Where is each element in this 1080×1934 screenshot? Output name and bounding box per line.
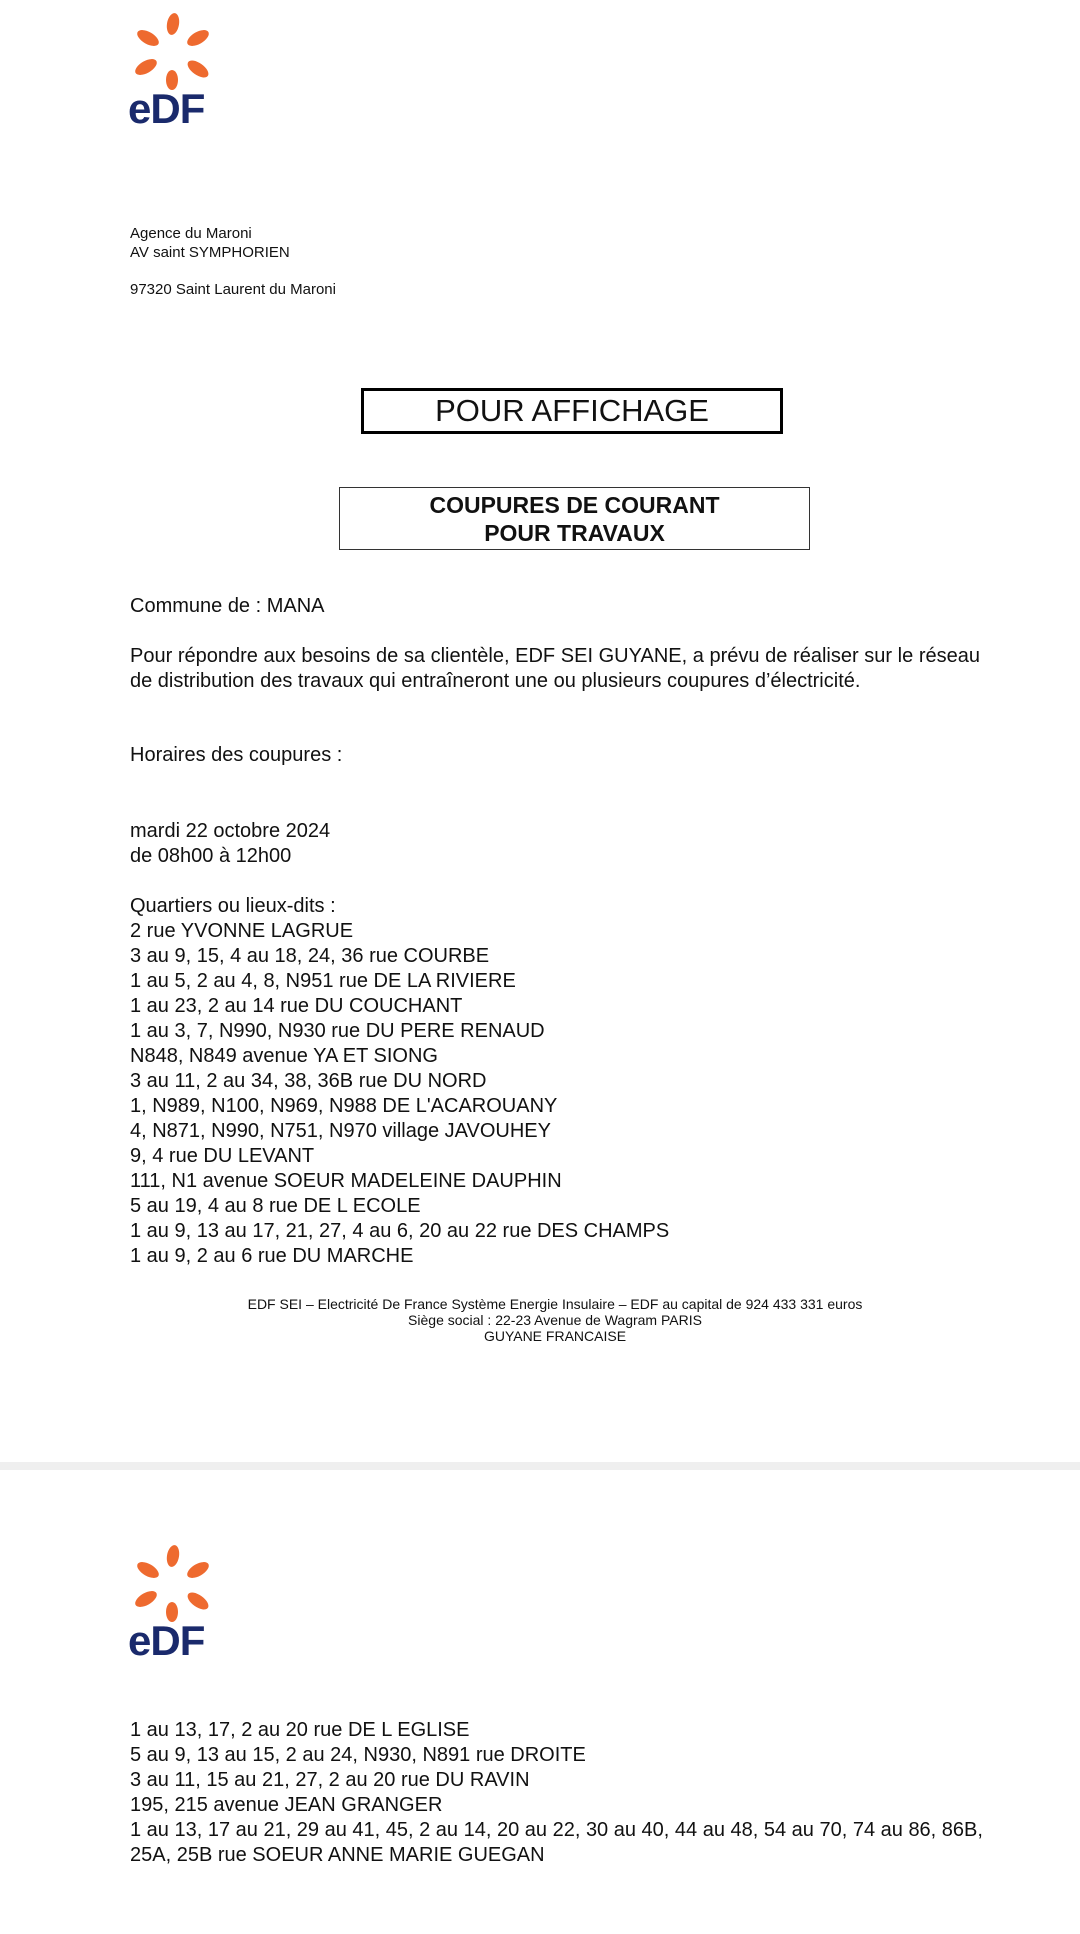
- list-item: 1 au 13, 17 au 21, 29 au 41, 45, 2 au 14, 20 au 22, 30 au 40, 44 au 48, 54 au 70, 74 au 86, 86B, 25A, 25B rue SOEUR ANNE MARIE GUEGAN: [130, 1819, 983, 1866]
- address-line-2: AV saint SYMPHORIEN: [130, 244, 290, 261]
- list-item: 3 au 11, 15 au 21, 27, 2 au 20 rue DU RAVIN: [130, 1769, 530, 1791]
- subtitle-line-1: COUPURES DE COURANT: [429, 491, 720, 518]
- footer-line-3: GUYANE FRANCAISE: [483, 1328, 627, 1344]
- schedule-time: de 08h00 à 12h00: [130, 845, 292, 867]
- edf-sun-icon: [128, 1544, 218, 1624]
- list-item: 1 au 5, 2 au 4, 8, N951 rue DE LA RIVIERE: [130, 970, 516, 992]
- edf-logo-text: eDF: [128, 1617, 205, 1664]
- quartiers-label: Quartiers ou lieux-dits :: [130, 895, 336, 917]
- banner-title: POUR AFFICHAGE: [435, 393, 709, 428]
- page-separator: [0, 1462, 1080, 1470]
- list-item: 111, N1 avenue SOEUR MADELEINE DAUPHIN: [130, 1170, 562, 1192]
- list-item: 4, N871, N990, N751, N970 village JAVOUHEY: [130, 1120, 551, 1142]
- banner-box: [361, 388, 783, 434]
- list-item: 1 au 13, 17, 2 au 20 rue DE L EGLISE: [130, 1719, 470, 1741]
- document-page-2: [0, 1470, 1080, 1934]
- list-item: 195, 215 avenue JEAN GRANGER: [130, 1794, 443, 1816]
- edf-logo: [128, 1544, 218, 1662]
- list-item: 1 au 23, 2 au 14 rue DU COUCHANT: [130, 995, 463, 1017]
- horaires-label: Horaires des coupures :: [130, 744, 343, 766]
- address-line-3: 97320 Saint Laurent du Maroni: [130, 281, 336, 298]
- list-item: N848, N849 avenue YA ET SIONG: [130, 1045, 438, 1067]
- agency-address: [130, 224, 336, 299]
- list-item: 5 au 19, 4 au 8 rue DE L ECOLE: [130, 1195, 421, 1217]
- streets-list-page-1: [130, 894, 669, 1269]
- list-item: 5 au 9, 13 au 15, 2 au 24, N930, N891 rue DROITE: [130, 1744, 586, 1766]
- edf-sun-icon: [128, 12, 218, 92]
- commune-label: Commune de : MANA: [130, 595, 325, 617]
- schedule-date: mardi 22 octobre 2024: [130, 820, 331, 842]
- list-item: 3 au 11, 2 au 34, 38, 36B rue DU NORD: [130, 1070, 487, 1092]
- list-item: 2 rue YVONNE LAGRUE: [130, 920, 354, 942]
- subtitle-box: [339, 487, 810, 550]
- subtitle-line-2: POUR TRAVAUX: [484, 519, 665, 546]
- footer-line-2: Siège social : 22-23 Avenue de Wagram PARIS: [408, 1312, 702, 1328]
- edf-logo-text: eDF: [128, 85, 205, 132]
- streets-list-page-2: [130, 1718, 1000, 1868]
- list-item: 1 au 3, 7, N990, N930 rue DU PERE RENAUD: [130, 1020, 545, 1042]
- list-item: 1 au 9, 13 au 17, 21, 27, 4 au 6, 20 au 22 rue DES CHAMPS: [130, 1220, 670, 1242]
- intro-paragraph: Pour répondre aux besoins de sa clientèle, EDF SEI GUYANE, a prévu de réaliser sur le réseau de distribution des travaux qui entraîneront une ou plusieurs coupures d’électricité.: [130, 645, 980, 692]
- footer-line-1: EDF SEI – Electricité De France Système Energie Insulaire – EDF au capital de 924 433 331 euros: [247, 1296, 863, 1312]
- list-item: 1 au 9, 2 au 6 rue DU MARCHE: [130, 1245, 414, 1267]
- edf-logo: [128, 12, 218, 130]
- schedule-block: [130, 819, 330, 869]
- list-item: 3 au 9, 15, 4 au 18, 24, 36 rue COURBE: [130, 945, 490, 967]
- list-item: 1, N989, N100, N969, N988 DE L'ACAROUANY: [130, 1095, 558, 1117]
- list-item: 9, 4 rue DU LEVANT: [130, 1145, 315, 1167]
- address-line-1: Agence du Maroni: [130, 225, 252, 242]
- page-footer: [0, 1296, 1080, 1344]
